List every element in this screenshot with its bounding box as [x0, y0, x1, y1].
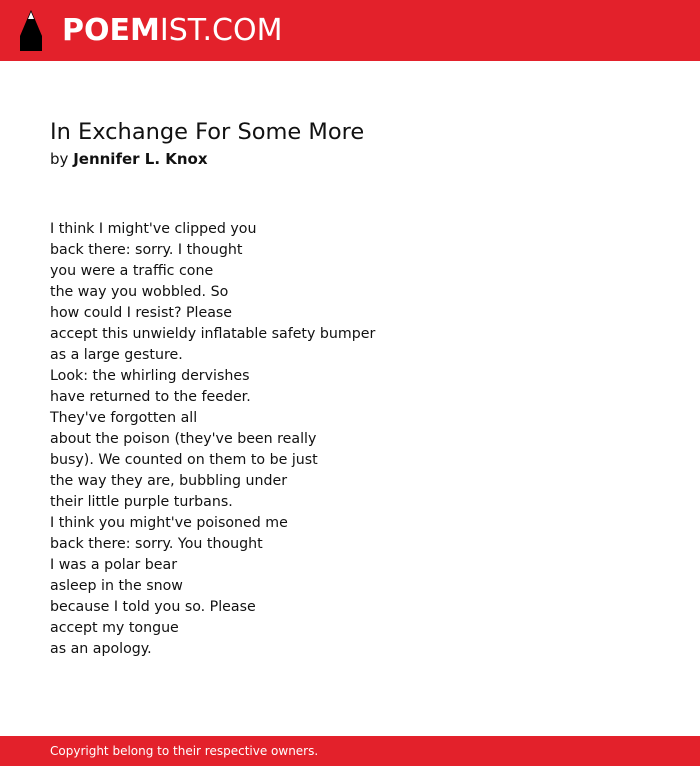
- site-logo: [62, 13, 282, 49]
- poem-line: about the poison (they've been really: [50, 431, 317, 447]
- poem-line: as an apology.: [50, 641, 152, 657]
- poem-line: accept my tongue: [50, 620, 179, 636]
- poem-line: have returned to the feeder.: [50, 389, 251, 405]
- poem-line: busy). We counted on them to be just: [50, 452, 318, 468]
- poem-line: the way they are, bubbling under: [50, 473, 288, 489]
- logo-bold-text: POEM: [62, 13, 160, 48]
- pencil-icon: [18, 10, 44, 51]
- poem-line: how could I resist? Please: [50, 305, 233, 321]
- site-footer: [0, 736, 700, 766]
- poem-line: accept this unwieldy inflatable safety bumper: [50, 326, 376, 342]
- poem-line: asleep in the snow: [50, 578, 183, 594]
- poem-title: In Exchange For Some More: [50, 119, 365, 145]
- poem-line: back there: sorry. You thought: [50, 536, 263, 552]
- copyright-text: Copyright belong to their respective owners.: [50, 744, 319, 758]
- poem-line: I think you might've poisoned me: [50, 515, 288, 531]
- home-link[interactable]: [0, 0, 283, 61]
- poem-line: the way you wobbled. So: [50, 284, 229, 300]
- poem-body: [50, 219, 375, 660]
- byline: [50, 149, 208, 169]
- site-header: [0, 0, 700, 61]
- poem-line: I was a polar bear: [50, 557, 178, 573]
- poem-line: because I told you so. Please: [50, 599, 256, 615]
- poem-line: you were a traffic cone: [50, 263, 214, 279]
- poem-line: I think I might've clipped you: [50, 221, 257, 237]
- poem-line: their little purple turbans.: [50, 494, 233, 510]
- author-name: Jennifer L. Knox: [73, 150, 208, 168]
- logo-light-text: IST.COM: [159, 13, 283, 48]
- byline-prefix: by: [50, 150, 69, 168]
- poem-line: as a large gesture.: [50, 347, 183, 363]
- poem-line: back there: sorry. I thought: [50, 242, 243, 258]
- poem-line: They've forgotten all: [50, 410, 198, 426]
- poem-line: Look: the whirling dervishes: [50, 368, 250, 384]
